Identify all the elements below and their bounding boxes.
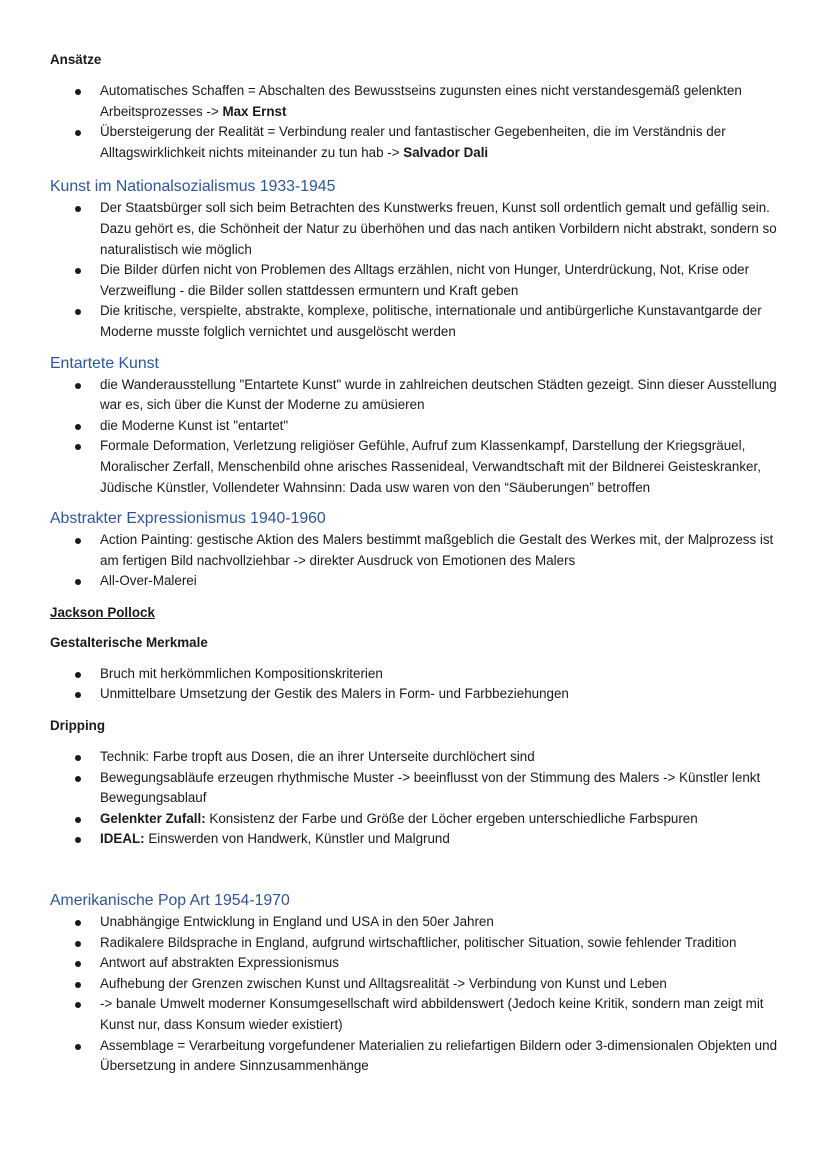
list-pop-art [50, 912, 782, 1077]
list-ansaetze [50, 81, 782, 163]
list-item: Automatisches Schaffen = Abschalten des Bewusstseins zugunsten eines nicht verstandesgemäß gelenkten Arbeitsprozesses -> Max Ernst [50, 81, 782, 122]
bullet-icon [75, 1044, 81, 1050]
list-item: Action Painting: gestische Aktion des Malers bestimmt maßgeblich die Gestalt des Werkes mit, der Malprozess ist am fertigen Bild nachvollziehbar -> direkter Ausdruck von Emotionen des Malers [50, 530, 782, 571]
heading-abstrakter-expressionismus: Abstrakter Expressionismus 1940-1960 [50, 510, 326, 528]
bullet-icon [75, 383, 81, 389]
list-item: IDEAL: Einswerden von Handwerk, Künstler und Malgrund [50, 829, 782, 850]
list-item: Antwort auf abstrakten Expressionismus [50, 953, 782, 974]
list-item: Assemblage = Verarbeitung vorgefundener Materialien zu reliefartigen Bildern oder 3-dimensionalen Objekten und Übersetzung in andere Sinnzusammenhänge [50, 1036, 782, 1077]
heading-pop-art: Amerikanische Pop Art 1954-1970 [50, 892, 290, 910]
heading-nationalsozialismus: Kunst im Nationalsozialismus 1933-1945 [50, 178, 336, 196]
bullet-icon [75, 538, 81, 544]
list-dripping [50, 747, 782, 850]
list-item: Übersteigerung der Realität = Verbindung realer und fantastischer Gegebenheiten, die im Verständnis der Alltagswirklichkeit nichts miteinander zu tun hab -> Salvador Dali [50, 122, 782, 163]
bullet-icon [75, 961, 81, 967]
list-item: Gelenkter Zufall: Konsistenz der Farbe und Größe der Löcher ergeben unterschiedliche Farbspuren [50, 809, 782, 830]
bullet-icon [75, 692, 81, 698]
heading-ansaetze: Ansätze [50, 52, 102, 67]
bullet-icon [75, 982, 81, 988]
bullet-icon [75, 268, 81, 274]
bullet-icon [75, 817, 81, 823]
bullet-icon [75, 424, 81, 430]
list-gestalterische-merkmale [50, 664, 782, 705]
bullet-icon [75, 920, 81, 926]
bullet-icon [75, 579, 81, 585]
bullet-icon [75, 776, 81, 782]
list-item: Unabhängige Entwicklung in England und USA in den 50er Jahren [50, 912, 782, 933]
list-item: die Wanderausstellung "Entartete Kunst" wurde in zahlreichen deutschen Städten gezeigt. Sinn dieser Ausstellung war es, sich über die Kunst der Moderne zu amüsieren [50, 375, 782, 416]
list-item: die Moderne Kunst ist "entartet" [50, 416, 782, 437]
list-item: Die kritische, verspielte, abstrakte, komplexe, politische, internationale und antibürgerliche Kunstavantgarde der Moderne musste folglich vernichtet und ausgelöscht werden [50, 301, 782, 342]
list-item: Bruch mit herkömmlichen Kompositionskriterien [50, 664, 782, 685]
document-page [50, 50, 782, 1077]
list-item: Technik: Farbe tropft aus Dosen, die an ihrer Unterseite durchlöchert sind [50, 747, 782, 768]
list-nationalsozialismus [50, 198, 782, 342]
bullet-icon [75, 837, 81, 843]
heading-entartete-kunst: Entartete Kunst [50, 354, 159, 372]
list-item: Formale Deformation, Verletzung religiöser Gefühle, Aufruf zum Klassenkampf, Darstellung der Kriegsgräuel, Moralischer Zerfall, Menschenbild ohne arisches Rassenideal, Verwandtschaft mit der Bildnerei Geisteskranker, Jüdische Künstler, Vollendeter Wahnsinn: Dada usw waren von den “Säuberungen” betroffen [50, 436, 782, 498]
list-item: Radikalere Bildsprache in England, aufgrund wirtschaftlicher, politischer Situation, sowie fehlender Tradition [50, 933, 782, 954]
heading-gestalterische-merkmale: Gestalterische Merkmale [50, 634, 208, 650]
heading-jackson-pollock: Jackson Pollock [50, 604, 155, 620]
list-item: Bewegungsabläufe erzeugen rhythmische Muster -> beeinflusst von der Stimmung des Malers -> Künstler lenkt Bewegungsablauf [50, 768, 782, 809]
bullet-icon [75, 1002, 81, 1008]
list-item: All-Over-Malerei [50, 571, 782, 592]
bullet-icon [75, 672, 81, 678]
heading-dripping: Dripping [50, 718, 106, 734]
list-abstrakter-expressionismus [50, 530, 782, 592]
bullet-icon [75, 309, 81, 315]
bullet-icon [75, 755, 81, 761]
bullet-icon [75, 941, 81, 947]
bullet-icon [75, 444, 81, 450]
list-item: -> banale Umwelt moderner Konsumgesellschaft wird abbildenswert (Jedoch keine Kritik, sondern man zeigt mit Kunst nur, dass Konsum wieder existiert) [50, 994, 782, 1035]
bullet-icon [75, 89, 81, 95]
list-item: Unmittelbare Umsetzung der Gestik des Malers in Form- und Farbbeziehungen [50, 684, 782, 705]
list-item: Der Staatsbürger soll sich beim Betrachten des Kunstwerks freuen, Kunst soll ordentlich gemalt und gefällig sein. Dazu gehört es, die Schönheit der Natur zu überhöhen und das nach antiken Vorbildern nicht abstrakt, sondern so naturalistisch wie möglich [50, 198, 782, 260]
list-item: Aufhebung der Grenzen zwischen Kunst und Alltagsrealität -> Verbindung von Kunst und Leben [50, 974, 782, 995]
bullet-icon [75, 206, 81, 212]
list-item: Die Bilder dürfen nicht von Problemen des Alltags erzählen, nicht von Hunger, Unterdrückung, Not, Krise oder Verzweiflung - die Bilder sollen stattdessen ermuntern und Kraft geben [50, 260, 782, 301]
list-entartete-kunst [50, 375, 782, 499]
bullet-icon [75, 130, 81, 136]
